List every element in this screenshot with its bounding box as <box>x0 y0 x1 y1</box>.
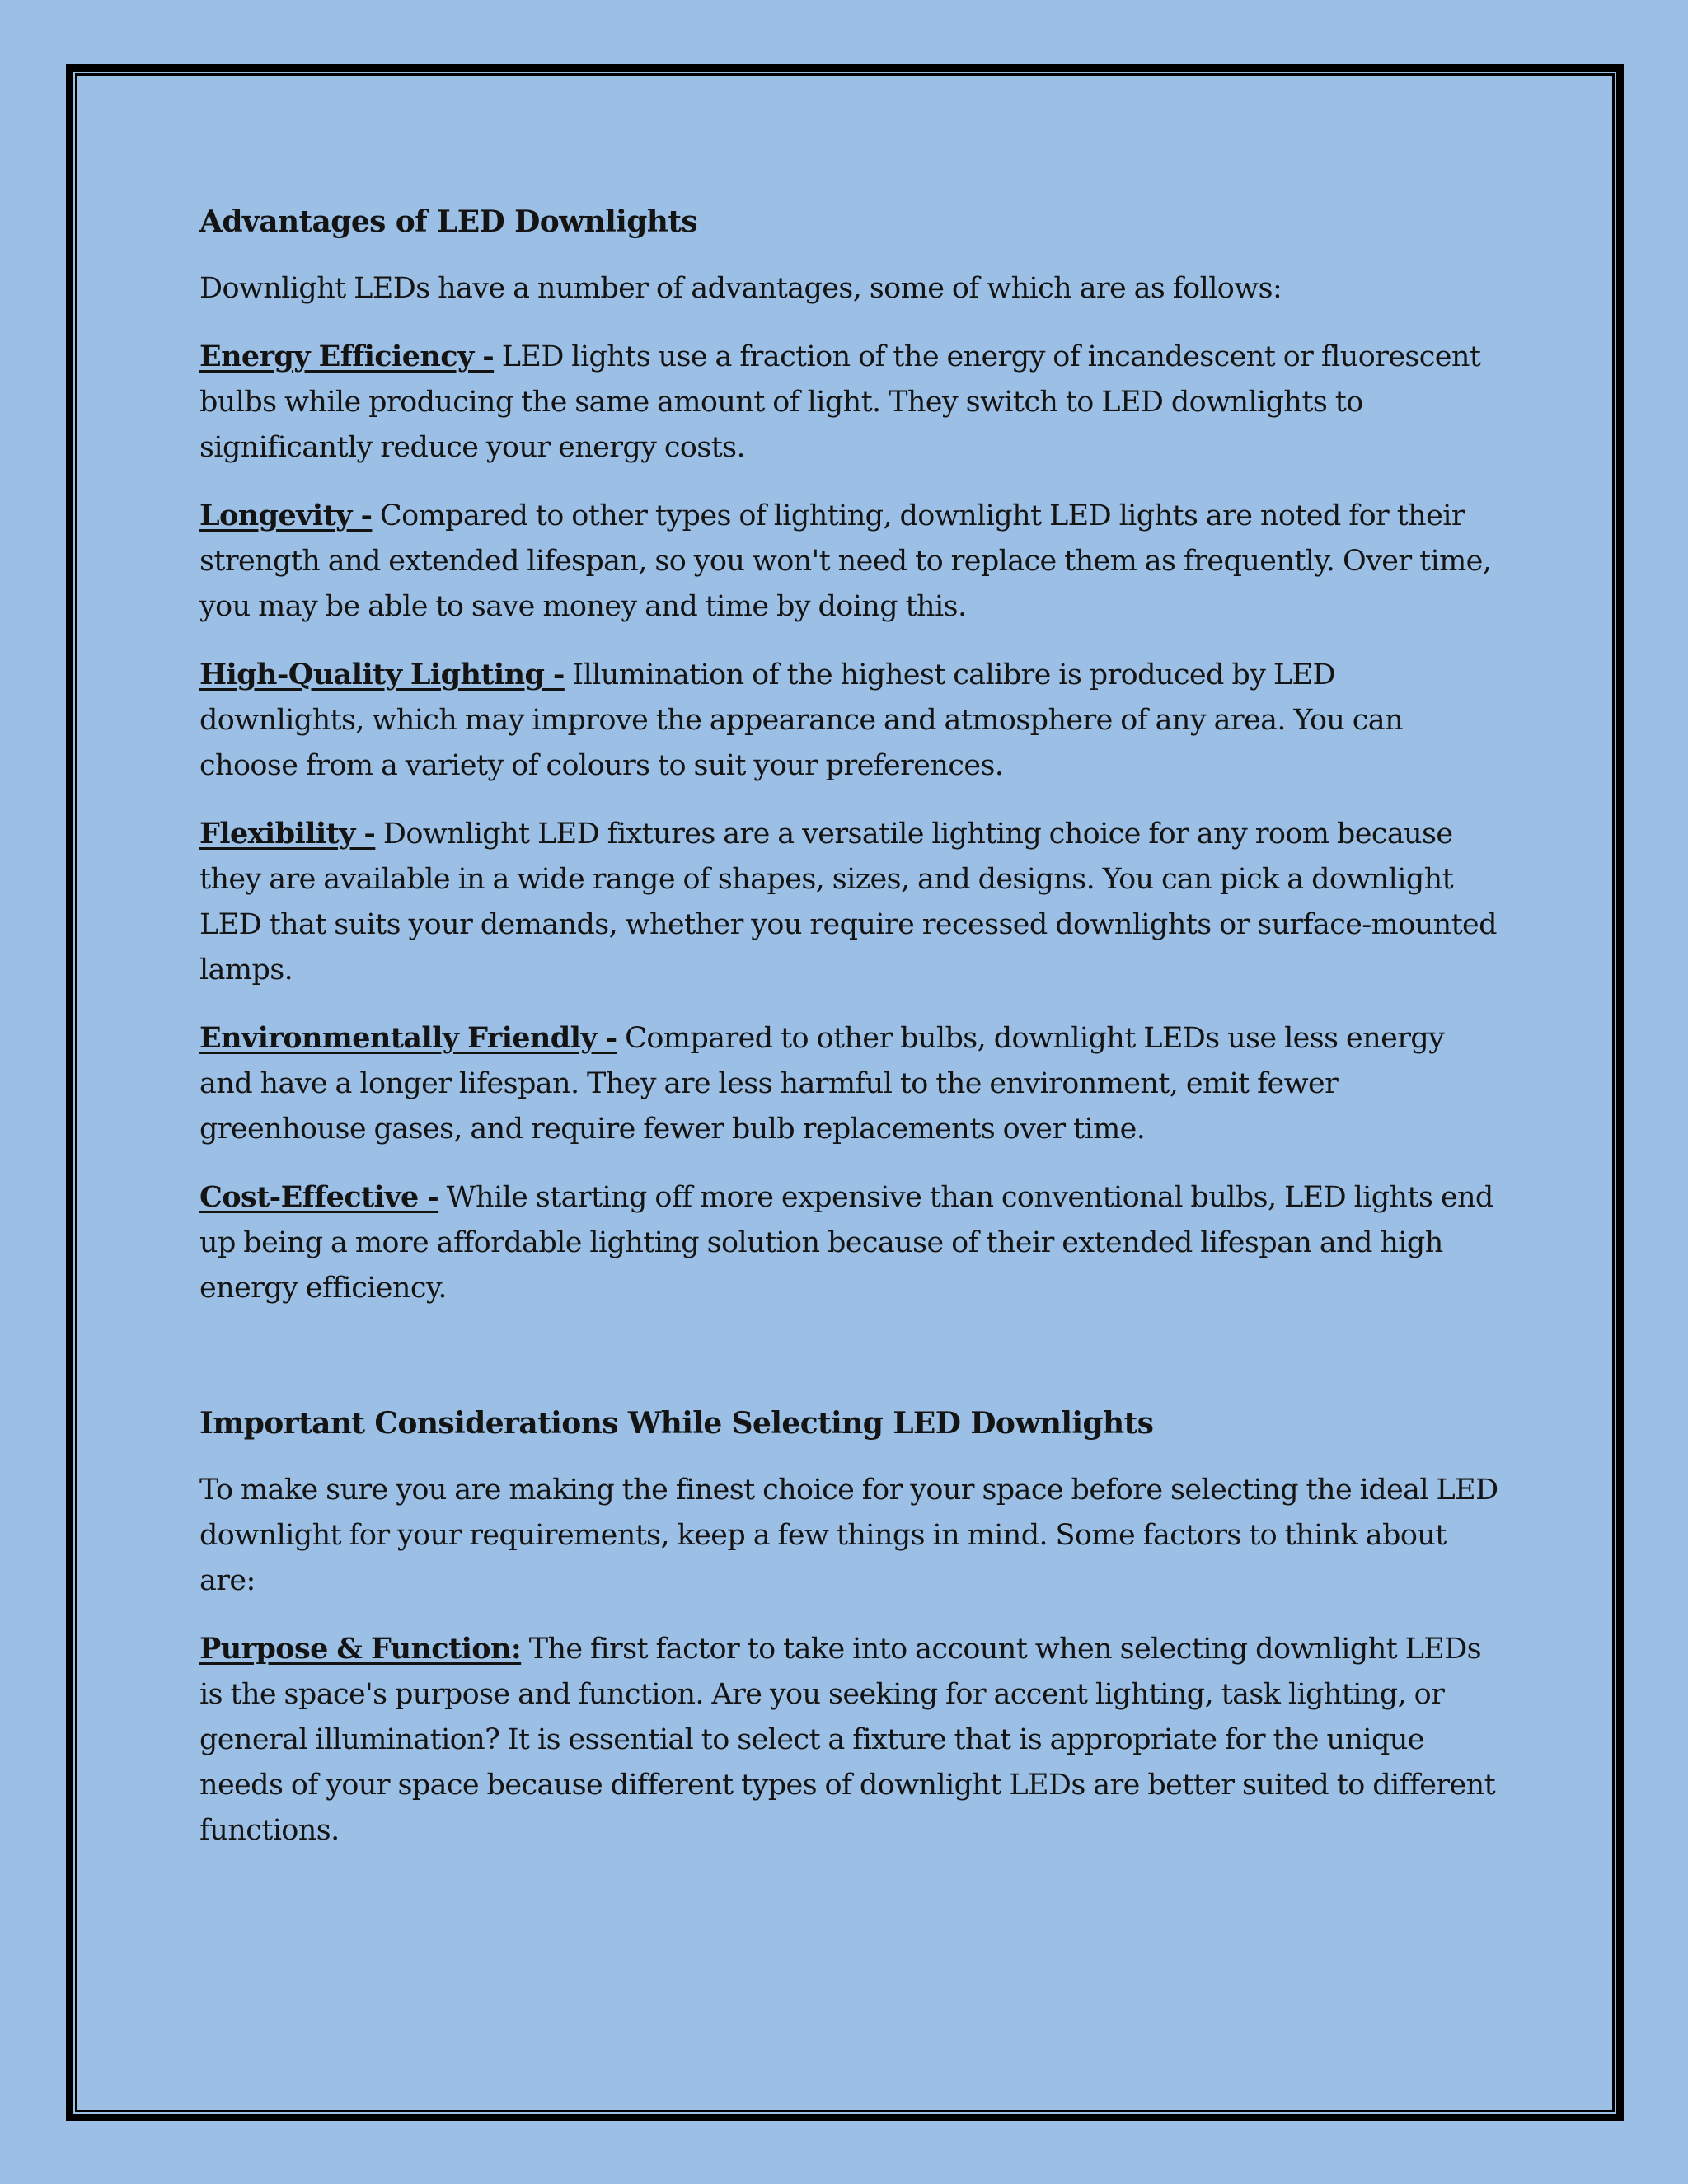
advantage-item-high-quality-lighting <box>199 652 1502 789</box>
consideration-term: Purpose & Function: <box>199 1632 522 1666</box>
advantage-text: Downlight LED fixtures are a versatile lighting choice for any room because they are available in a wide range of shapes, sizes, and designs. You can pick a downlight LED that suits your demands, whether you require recessed downlights or surface-mounted lamps. <box>199 818 1497 987</box>
advantage-item-cost-effective <box>199 1174 1502 1311</box>
advantage-term: High-Quality Lighting - <box>199 658 565 691</box>
advantage-term: Environmentally Friendly - <box>199 1021 617 1055</box>
advantage-item-longevity <box>199 493 1502 630</box>
advantage-text: While starting off more expensive than conventional bulbs, LED lights end up being a more affordable lighting solution because of their extended lifespan and high energy efficiency. <box>199 1181 1493 1305</box>
advantage-term: Energy Efficiency - <box>199 340 495 373</box>
advantage-item-energy-efficiency <box>199 334 1502 471</box>
advantage-item-environmentally-friendly <box>199 1015 1502 1152</box>
advantage-term: Flexibility - <box>199 817 376 851</box>
consideration-text: The first factor to take into account when selecting downlight LEDs is the space's purpose and function. Are you seeking for accent lighting, task lighting, or general illumination? It is essential to select a fixture that is appropriate for the unique needs of your space because different types of downlight LEDs are better suited to different functions. <box>199 1633 1496 1847</box>
considerations-heading: Important Considerations While Selecting LED Downlights <box>199 1406 1154 1441</box>
advantages-heading: Advantages of LED Downlights <box>199 204 698 239</box>
advantage-text: LED lights use a fraction of the energy of incandescent or fluorescent bulbs while producing the same amount of light. They switch to LED downlights to significantly reduce your energy costs. <box>199 340 1481 464</box>
advantage-text: Compared to other types of lighting, downlight LED lights are noted for their strength and extended lifespan, so you won't need to replace them as frequently. Over time, you may be able to save money and time by doing this. <box>199 499 1492 623</box>
advantage-item-flexibility <box>199 811 1502 993</box>
section-spacer <box>199 1333 1502 1401</box>
advantage-term: Cost-Effective - <box>199 1180 439 1214</box>
consideration-item-purpose-function <box>199 1626 1502 1854</box>
advantage-text: Compared to other bulbs, downlight LEDs use less energy and have a longer lifespan. They are less harmful to the environment, emit fewer greenhouse gases, and require fewer bulb replacements over time. <box>199 1022 1445 1146</box>
advantages-intro: Downlight LEDs have a number of advantages, some of which are as follows: <box>199 272 1282 305</box>
considerations-intro: To make sure you are making the finest choice for your space before selecting the ideal LED downlight for your requirements, keep a few things in mind. Some factors to think about are: <box>199 1474 1498 1597</box>
advantage-text: Illumination of the highest calibre is produced by LED downlights, which may improve the appearance and atmosphere of any area. You can choose from a variety of colours to suit your preferences. <box>199 658 1404 782</box>
document-body <box>199 199 1502 1876</box>
advantage-term: Longevity - <box>199 499 373 532</box>
